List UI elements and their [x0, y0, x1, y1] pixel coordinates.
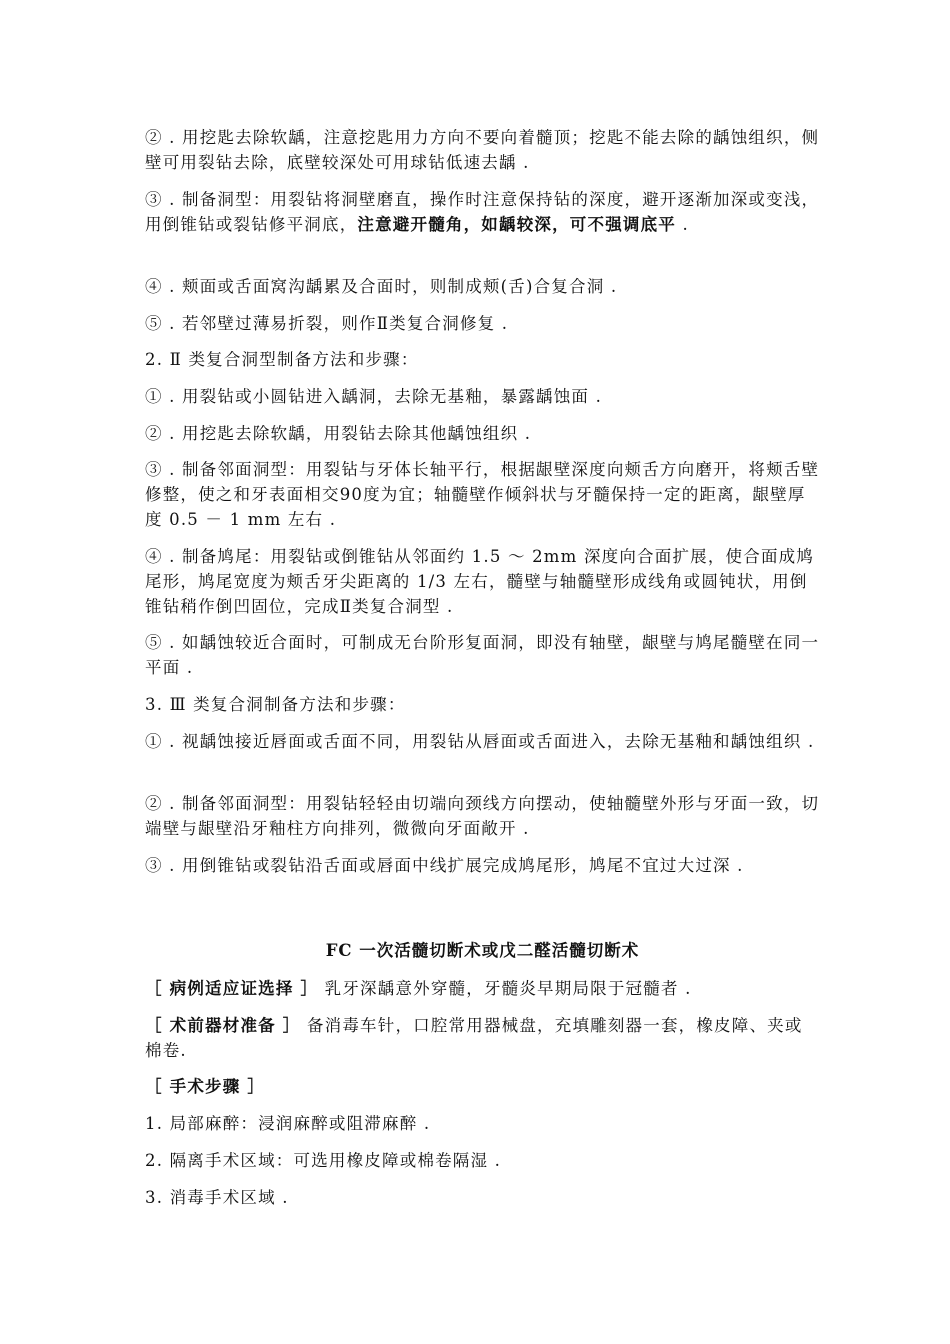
paragraph-step-5: ⑤ . 若邻壁过薄易折裂，则作Ⅱ类复合洞修复 .	[145, 314, 509, 333]
class3-step-1: ① . 视龋蚀接近唇面或舌面不同，用裂钻从唇面或舌面进入，去除无基釉和龋蚀组织 .	[145, 732, 815, 751]
paragraph-step-4: ④ . 颊面或舌面窝沟龋累及合面时，则制成颊(舌)合复合洞 .	[145, 277, 618, 296]
class3-step-2: ② . 制备邻面洞型：用裂钻轻轻由切端向颈线方向摆动，使轴髓壁外形与牙面一致，切端壁与龈壁沿牙釉柱方向排列，微微向牙面敞开 .	[145, 794, 820, 838]
paragraph-step-3: ③ . 制备洞型：用裂钻将洞壁磨直，操作时注意保持钻的深度，避开逐渐加深或变浅，用倒锥钻或裂钻修平洞底，注意避开髓角，如龋较深，可不强调底平 .	[145, 190, 820, 234]
emphasis-text: 注意避开髓角，如龋较深，可不强调底平	[357, 215, 677, 234]
steps-label: ［ 手术步骤 ］	[145, 1077, 266, 1096]
fc-step-2: 2. 隔离手术区域：可选用橡皮障或棉卷隔湿 .	[145, 1151, 502, 1170]
fc-step-3: 3. 消毒手术区域 .	[145, 1188, 289, 1207]
paragraph-step-2: ② . 用挖匙去除软龋，注意挖匙用力方向不要向着髓顶；挖匙不能去除的龋蚀组织，侧壁可用裂钻去除，底壁较深处可用球钻低速去龋 .	[145, 128, 820, 172]
equipment-label: ［ 术前器材准备 ］	[145, 1016, 301, 1035]
class2-step-3: ③ . 制备邻面洞型：用裂钻与牙体长轴平行，根据龈壁深度向颊舌方向磨开，将颊舌壁修整，使之和牙表面相交90度为宜；轴髓壁作倾斜状与牙髓保持一定的距离，龈壁厚度 0.5 － 1 mm 左右 .	[145, 460, 820, 529]
indication-paragraph: ［ 病例适应证选择 ］ 乳牙深龋意外穿髓，牙髓炎早期局限于冠髓者 .	[145, 979, 692, 998]
section-title: FC 一次活髓切断术或戊二醛活髓切断术	[325, 941, 640, 960]
class2-step-2: ② . 用挖匙去除软龋，用裂钻去除其他龋蚀组织 .	[145, 424, 532, 443]
indication-label: ［ 病例适应证选择 ］	[145, 979, 319, 998]
class2-step-5: ⑤ . 如龋蚀较近合面时，可制成无台阶形复面洞，即没有轴壁，龈壁与鸠尾髓壁在同一平面 .	[145, 633, 820, 677]
class2-step-4: ④ . 制备鸠尾：用裂钻或倒锥钻从邻面约 1.5 ～ 2mm 深度向合面扩展，使合面成鸠尾形，鸠尾宽度为颊舌牙尖距离的 1/3 左右，髓壁与轴髓壁形成线角或圆钝状，用倒锥钻稍作倒凹固位，完成Ⅱ类复合洞型 .	[145, 547, 815, 616]
class3-step-3: ③ . 用倒锥钻或裂钻沿舌面或唇面中线扩展完成鸠尾形，鸠尾不宜过大过深 .	[145, 856, 744, 875]
class3-heading: 3. Ⅲ 类复合洞制备方法和步骤：	[145, 695, 406, 714]
class2-step-1: ① . 用裂钻或小圆钻进入龋洞，去除无基釉，暴露龋蚀面 .	[145, 387, 603, 406]
fc-step-1: 1. 局部麻醉：浸润麻醉或阻滞麻醉 .	[145, 1114, 431, 1133]
equipment-paragraph: ［ 术前器材准备 ］ 备消毒车针，口腔常用器械盘，充填雕刻器一套，橡皮障、夹或棉卷.	[145, 1016, 803, 1060]
class2-heading: 2. Ⅱ 类复合洞型制备方法和步骤：	[145, 350, 419, 369]
